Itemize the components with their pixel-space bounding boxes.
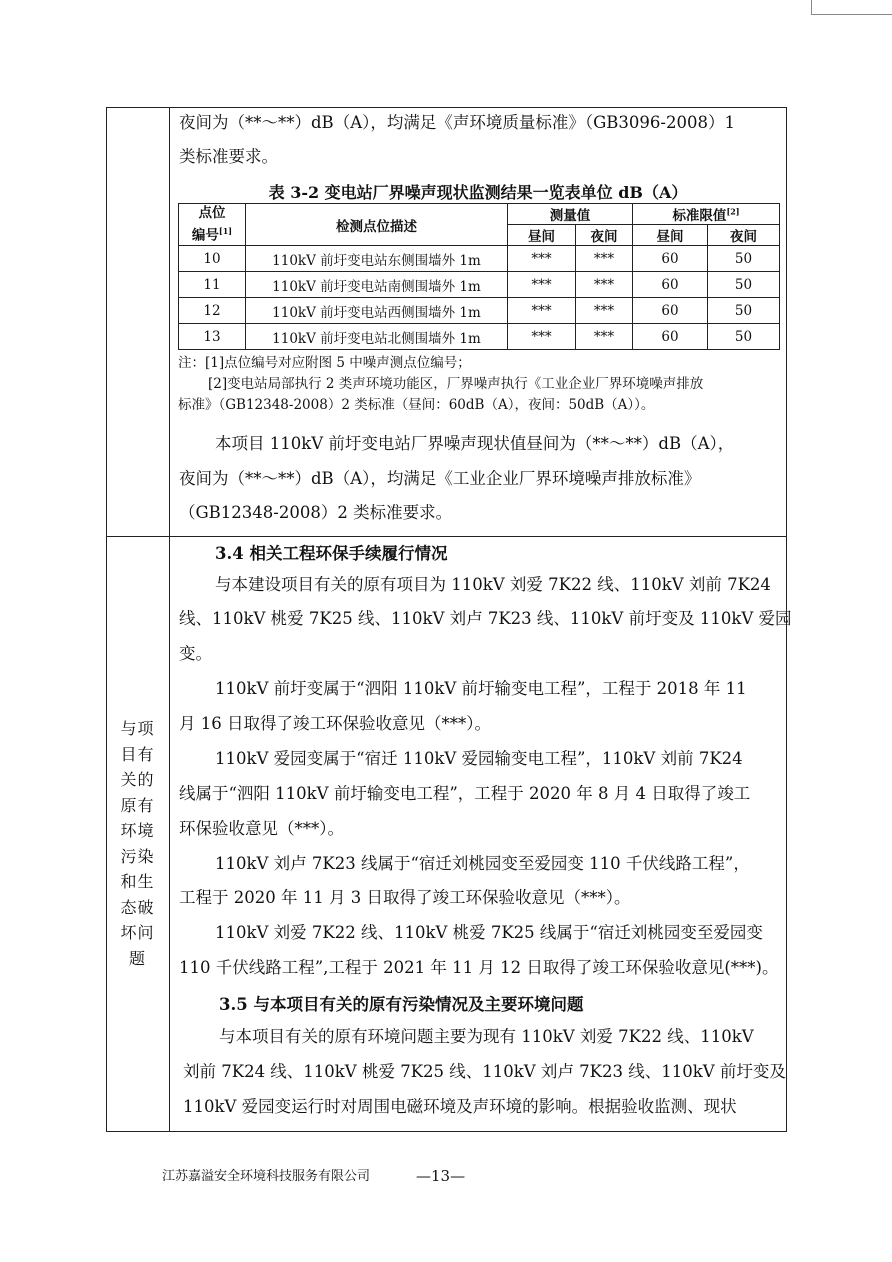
section-3-4-heading: 3.4 相关工程环保手续履行情况 <box>215 544 448 563</box>
s34-p1-line-3: 变。 <box>179 644 212 663</box>
cell-standard-day: 60 <box>633 246 708 272</box>
top-paragraph-line-2: 类标准要求。 <box>179 147 278 166</box>
header-standard-night: 夜间 <box>708 225 780 246</box>
cell-standard-day: 60 <box>633 272 708 298</box>
side-label-line: 污染 <box>120 846 155 866</box>
header-standard-day: 昼间 <box>633 225 708 246</box>
s34-p1-line-1: 与本建设项目有关的原有项目为 110kV 刘爱 7K22 线、110kV 刘前 7K24 <box>215 575 771 594</box>
side-label-line: 和生 <box>120 872 155 891</box>
table-note-3: 标准》（GB12348-2008）2 类标准（昼间：60dB（A），夜间：50dB（A））。 <box>178 397 655 413</box>
table-row <box>179 324 780 350</box>
summary-line-3: （GB12348-2008）2 类标准要求。 <box>179 503 453 522</box>
side-label-line: 坏问 <box>120 923 155 942</box>
s35-p1-line-2: 刘前 7K24 线、110kV 桃爱 7K25 线、110kV 刘卢 7K23 线、110kV 前圩变及 <box>183 1062 786 1081</box>
s34-p5-line-2: 110 千伏线路工程”,工程于 2021 年 11 月 12 日取得了竣工环保验收意见(***)。 <box>179 958 779 977</box>
cell-standard-night: 50 <box>708 298 780 324</box>
s34-p3-line-3: 环保验收意见（***）。 <box>179 819 344 838</box>
s34-p2-line-2: 月 16 日取得了竣工环保验收意见（***）。 <box>179 714 491 733</box>
cell-id: 12 <box>179 298 246 324</box>
cell-standard-night: 50 <box>708 324 780 350</box>
table-row <box>179 246 780 272</box>
summary-line-2: 夜间为（**～**）dB（A），均满足《工业企业厂界环境噪声排放标准》 <box>179 469 701 488</box>
cell-id: 13 <box>179 324 246 350</box>
cell-measured-night: *** <box>576 324 633 350</box>
summary-line-1: 本项目 110kV 前圩变电站厂界噪声现状值昼间为（**～**）dB（A）， <box>215 434 735 453</box>
s35-p1-line-3: 110kV 爱园变运行时对周围电磁环境及声环境的影响。根据验收监测、现状 <box>183 1097 737 1116</box>
header-measured: 测量值 <box>508 204 633 225</box>
table-row <box>179 272 780 298</box>
side-label-line: 与项 <box>120 719 155 738</box>
table-note-1: 注：[1]点位编号对应附图 5 中噪声测点位编号； <box>178 355 471 371</box>
cell-desc: 110kV 前圩变电站东侧围墙外 1m <box>246 246 508 272</box>
side-label-line: 态破 <box>120 897 155 917</box>
s34-p3-line-2: 线属于“泗阳 110kV 前圩输变电工程”，工程于 2020 年 8 月 4 日取得了竣工 <box>179 784 751 803</box>
header-measured-night: 夜间 <box>576 225 633 246</box>
side-label-line: 目有 <box>120 744 155 764</box>
table-caption: 表 3-2 变电站厂界噪声现状监测结果一览表单位 dB（A） <box>268 183 688 202</box>
cell-measured-day: *** <box>508 246 576 272</box>
cell-id: 11 <box>179 272 246 298</box>
cell-measured-day: *** <box>508 298 576 324</box>
s34-p4-line-1: 110kV 刘卢 7K23 线属于“宿迁刘桃园变至爱园变 110 千伏线路工程”， <box>215 854 750 873</box>
cell-standard-day: 60 <box>633 324 708 350</box>
footer-company: 江苏嘉溢安全环境科技服务有限公司 <box>162 1169 371 1184</box>
s34-p1-line-2: 线、110kV 桃爱 7K25 线、110kV 刘卢 7K23 线、110kV 前圩变及 110kV 爱园 <box>179 609 792 628</box>
column-divider <box>169 107 170 1132</box>
cell-id: 10 <box>179 246 246 272</box>
s34-p4-line-2: 工程于 2020 年 11 月 3 日取得了竣工环保验收意见（***）。 <box>179 888 631 907</box>
top-paragraph-line-1: 夜间为（**～**）dB（A），均满足《声环境质量标准》（GB3096-2008）1 <box>179 113 735 132</box>
cell-measured-day: *** <box>508 324 576 350</box>
side-label-line: 原有 <box>120 795 155 815</box>
cell-measured-night: *** <box>576 298 633 324</box>
cell-desc: 110kV 前圩变电站西侧围墙外 1m <box>246 298 508 324</box>
cell-standard-night: 50 <box>708 272 780 298</box>
side-label-line: 环境 <box>120 821 155 840</box>
s34-p2-line-1: 110kV 前圩变属于“泗阳 110kV 前圩输变电工程”，工程于 2018 年 11 <box>215 679 747 698</box>
cell-measured-night: *** <box>576 272 633 298</box>
cell-desc: 110kV 前圩变电站北侧围墙外 1m <box>246 324 508 350</box>
cell-measured-day: *** <box>508 272 576 298</box>
cell-standard-night: 50 <box>708 246 780 272</box>
header-standard: 标准限值[2] <box>633 204 780 225</box>
cell-desc: 110kV 前圩变电站南侧围墙外 1m <box>246 272 508 298</box>
header-measured-day: 昼间 <box>508 225 576 246</box>
side-label-line: 题 <box>128 948 146 968</box>
page-number: —13— <box>416 1167 466 1185</box>
header-point-id: 点位 编号[1] <box>179 204 246 246</box>
side-label-line: 关的 <box>120 770 155 789</box>
table-row <box>179 298 780 324</box>
s34-p3-line-1: 110kV 爱园变属于“宿迁 110kV 爱园输变电工程”，110kV 刘前 7K24 <box>215 749 743 768</box>
row-divider <box>106 536 787 537</box>
s34-p5-line-1: 110kV 刘爱 7K22 线、110kV 桃爱 7K25 线属于“宿迁刘桃园变至爱园变 <box>215 923 763 942</box>
table-note-2: [2]变电站局部执行 2 类声环境功能区，厂界噪声执行《工业企业厂界环境噪声排放 <box>208 376 704 392</box>
page-corner-mark <box>811 0 892 15</box>
side-label <box>106 716 169 971</box>
noise-table <box>178 203 780 350</box>
cell-measured-night: *** <box>576 246 633 272</box>
cell-standard-day: 60 <box>633 298 708 324</box>
header-description: 检测点位描述 <box>246 204 508 246</box>
section-3-5-heading: 3.5 与本项目有关的原有污染情况及主要环境问题 <box>219 995 584 1014</box>
s35-p1-line-1: 与本项目有关的原有环境问题主要为现有 110kV 刘爱 7K22 线、110kV <box>219 1027 754 1046</box>
